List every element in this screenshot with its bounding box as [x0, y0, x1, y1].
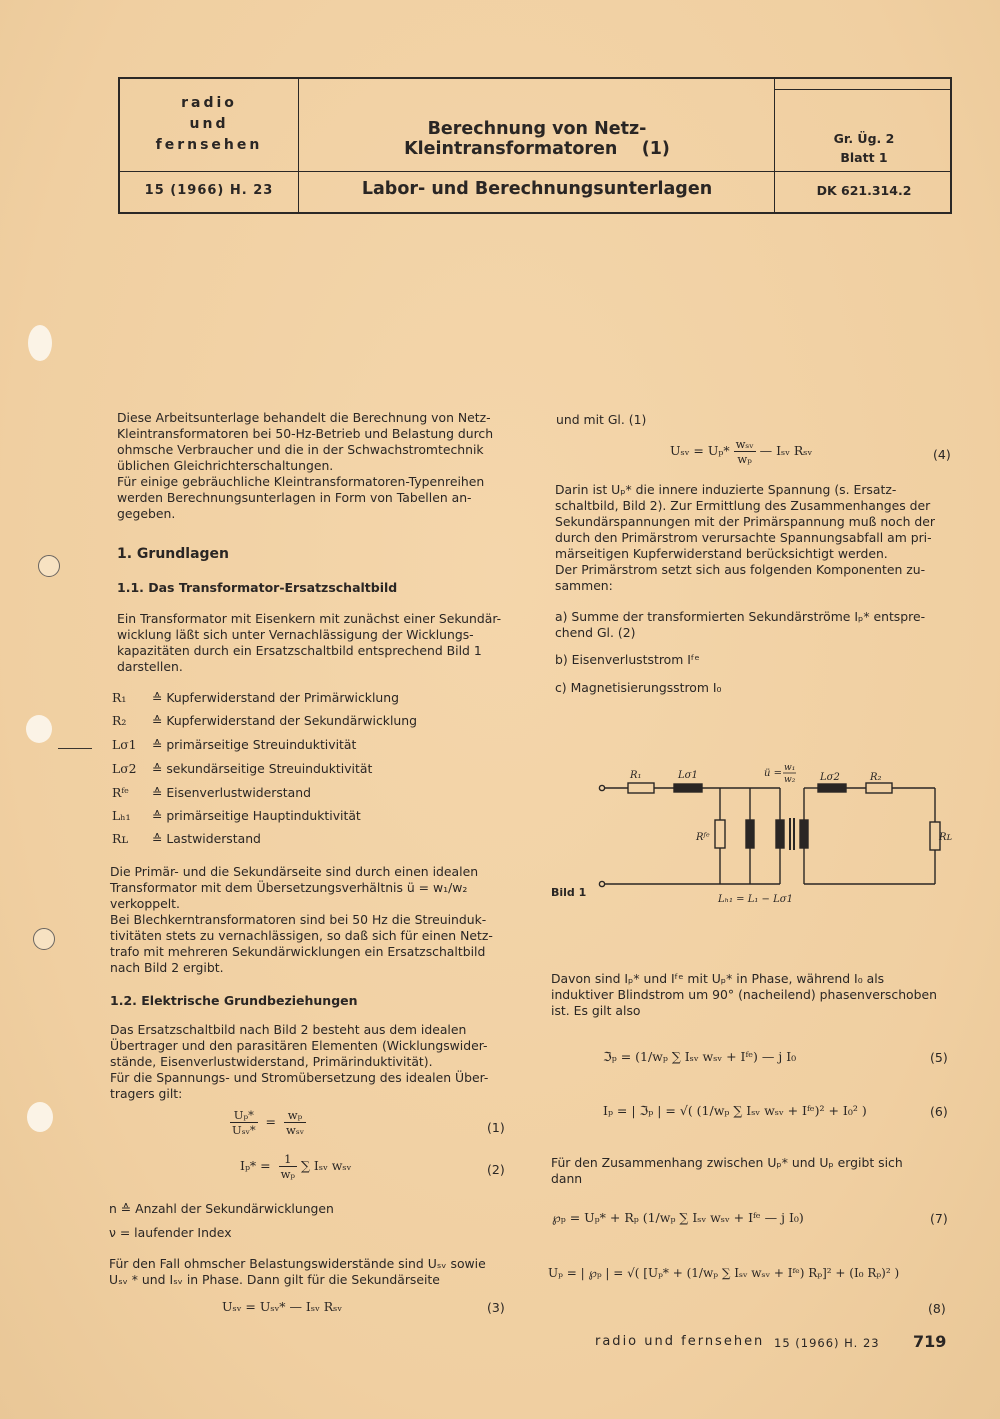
label-lh: Lₕ₁ = L₁ − Lσ1: [718, 894, 793, 905]
article-title: Berechnung von Netz-Kleintransformatoren (1): [404, 119, 670, 159]
text-line: ist. Es gilt also: [551, 1003, 641, 1018]
dk-classification: DK 621.314.2: [816, 183, 912, 198]
symbol-row: [112, 737, 356, 752]
text-line: a) Summe der transformierten Sekundärströme Iₚ* entspre-: [555, 609, 926, 624]
text-line: Transformator mit dem Übersetzungsverhältnis ü = w₁/w₂: [110, 880, 468, 895]
list-item-b: b) Eisenverluststrom Iᶠᵉ: [555, 652, 700, 667]
text-line: induktiver Blindstrom um 90° (nacheilend) phasenverschoben: [551, 987, 937, 1002]
symbol: Lσ2: [112, 761, 137, 776]
symbol-description: ≙ primärseitige Streuinduktivität: [152, 737, 357, 752]
text-line: werden Berechnungsunterlagen in Form von Tabellen an-: [117, 490, 472, 505]
punch-mark: [26, 715, 52, 743]
label-r2: R₂: [870, 772, 882, 783]
section-heading: 1. Grundlagen: [117, 546, 230, 562]
footer-journal: radio und fernsehen: [595, 1334, 765, 1349]
punch-mark: [28, 325, 52, 361]
punch-mark: [27, 1102, 53, 1132]
symbol-description: ≙ Kupferwiderstand der Primärwicklung: [152, 690, 399, 705]
text-line: Ein Transformator mit Eisenkern mit zunächst einer Sekundär-: [117, 611, 502, 626]
intro-paragraph: [117, 410, 493, 522]
symbol-description: ≙ primärseitige Hauptinduktivität: [152, 808, 361, 823]
footer-issue: 15 (1966) H. 23: [774, 1336, 880, 1350]
equation-number: (4): [933, 447, 951, 462]
page-number: 719: [913, 1332, 947, 1351]
paragraph-phase: [551, 971, 937, 1019]
text-line: gegeben.: [117, 506, 176, 521]
label-u-num: w₁: [784, 763, 796, 773]
equation-3: Uₛᵥ = Uₛᵥ* — Iₛᵥ Rₛᵥ: [222, 1299, 342, 1314]
text-line: Darin ist Uₚ* die innere induzierte Spannung (s. Ersatz-: [555, 482, 897, 497]
text-line: ohmsche Verbraucher und die in der Schwachstromtechnik: [117, 442, 484, 457]
text-line: trafo mit mehreren Sekundärwicklungen ein Ersatzschaltbild: [110, 944, 486, 959]
paragraph-relation: [551, 1155, 903, 1187]
symbol-row: [112, 785, 311, 800]
text-line: Übertrager und den parasitären Elementen (Wicklungswider-: [110, 1038, 488, 1053]
inductor-l-sigma1: [674, 784, 702, 792]
symbol-description: ≙ sekundärseitige Streuinduktivität: [152, 761, 373, 776]
paragraph-primary-current: [555, 482, 935, 594]
fold-mark: [58, 748, 92, 749]
symbol-row: [112, 713, 417, 728]
text-line: dann: [551, 1171, 583, 1186]
text-line: Sekundärspannungen mit der Primärspannung muß noch der: [555, 514, 935, 529]
text-line: Kleintransformatoren bei 50-Hz-Betrieb und Belastung durch: [117, 426, 494, 441]
group-sheet: Gr. Üg. 2 Blatt 1: [833, 131, 895, 165]
ideal-transformer-secondary: [800, 820, 808, 848]
equation-number: (8): [928, 1301, 946, 1316]
equation-8: Uₚ = | ℘ₚ | = √( [Uₚ* + (1/wₚ ∑ Iₛᵥ wₛᵥ + Iᶠᵉ) Rₚ]² + (I₀ Rₚ)² ): [548, 1266, 900, 1280]
text-line: kapazitäten durch ein Ersatzschaltbild entsprechend Bild 1: [117, 643, 482, 658]
text-line: Für einige gebräuchliche Kleintransformatoren-Typenreihen: [117, 474, 485, 489]
symbol-description: ≙ Eisenverlustwiderstand: [152, 785, 311, 800]
inductor-l-sigma2: [818, 784, 846, 792]
equation-number: (5): [930, 1050, 948, 1065]
label-u: ü =: [764, 768, 782, 779]
text-line: schaltbild, Bild 2). Zur Ermittlung des Zusammenhanges der: [555, 498, 931, 513]
symbol-row: [112, 808, 361, 823]
symbol-row: [112, 690, 399, 705]
binder-hole: [38, 555, 60, 577]
text-line: nach Bild 2 ergibt.: [110, 960, 224, 975]
text-line: tragers gilt:: [110, 1086, 183, 1101]
issue-number: 15 (1966) H. 23: [144, 183, 274, 198]
inductor-lh: [746, 820, 754, 848]
text-line: durch den Primärstrom verursachte Spannungsabfall am pri-: [555, 530, 932, 545]
equation-number: (2): [487, 1162, 505, 1177]
text-line: tivitäten stets zu vernachlässigen, so daß sich für einen Netz-: [110, 928, 493, 943]
equation-2: Iₚ* = $\frac{1}{\text{wₚ}}$ ∑ Iₛᵥ wₛᵥ: [240, 1152, 352, 1181]
paragraph-1-2: [110, 1022, 488, 1102]
list-item-c: c) Magnetisierungsstrom I₀: [555, 680, 722, 695]
figure-1-circuit: [590, 760, 950, 910]
symbol-description: ≙ Lastwiderstand: [152, 831, 261, 846]
equation-number: (6): [930, 1104, 948, 1119]
equation-number: (7): [930, 1211, 948, 1226]
text-line: Für die Spannungs- und Stromübersetzung des idealen Über-: [110, 1070, 489, 1085]
text-line: sammen:: [555, 578, 613, 593]
symbol-row: [112, 761, 372, 776]
text-line: darstellen.: [117, 659, 183, 674]
resistor-r2: [866, 783, 892, 793]
symbol: Lσ1: [112, 737, 137, 752]
resistor-rfe: [715, 820, 725, 848]
paragraph-ohmic: [109, 1256, 486, 1288]
label-l-sigma1: Lσ1: [678, 770, 698, 781]
equation-5: ℑₚ = (1/wₚ ∑ Iₛᵥ wₛᵥ + Iᶠᵉ) — j I₀: [603, 1049, 797, 1064]
paragraph-1-1: [117, 611, 501, 675]
label-r1: R₁: [630, 770, 642, 781]
label-rfe: Rᶠᵉ: [696, 832, 710, 843]
text-line: Das Ersatzschaltbild nach Bild 2 besteht aus dem idealen: [110, 1022, 467, 1037]
symbol: R₂: [112, 713, 127, 728]
header-table: [118, 77, 952, 214]
paragraph-gl1: und mit Gl. (1): [556, 412, 647, 427]
list-item-a: [555, 609, 925, 641]
text-line: Davon sind Iₚ* und Iᶠᵉ mit Uₚ* in Phase, während I₀ als: [551, 971, 885, 986]
text-line: Für den Zusammenhang zwischen Uₚ* und Uₚ ergibt sich: [551, 1155, 903, 1170]
text-line: stände, Eisenverlustwiderstand, Primärinduktivität).: [110, 1054, 433, 1069]
ideal-transformer-primary: [776, 820, 784, 848]
text-line: üblichen Gleichrichterschaltungen.: [117, 458, 334, 473]
text-line: Uₛᵥ * und Iₛᵥ in Phase. Dann gilt für die Sekundärseite: [109, 1272, 440, 1287]
text-line: wicklung läßt sich unter Vernachlässigung der Wicklungs-: [117, 627, 474, 642]
text-line: Die Primär- und die Sekundärseite sind durch einen idealen: [110, 864, 479, 879]
symbol: R₁: [112, 690, 127, 705]
subsection-heading: 1.2. Elektrische Grundbeziehungen: [110, 993, 358, 1008]
definition-n: n ≙ Anzahl der Sekundärwicklungen: [109, 1201, 334, 1216]
symbol-description: ≙ Kupferwiderstand der Sekundärwicklung: [152, 713, 417, 728]
equation-6: Iₚ = | ℑₚ | = √( (1/wₚ ∑ Iₛᵥ wₛᵥ + Iᶠᵉ)² + I₀² ): [603, 1103, 867, 1118]
text-line: Für den Fall ohmscher Belastungswiderstände sind Uₛᵥ sowie: [109, 1256, 486, 1271]
symbol: Rʟ: [112, 831, 129, 846]
label-u-den: w₂: [784, 775, 796, 785]
equation-7: ℘ₚ = Uₚ* + Rₚ (1/wₚ ∑ Iₛᵥ wₛᵥ + Iᶠᵉ — j I₀): [552, 1210, 804, 1225]
equation-number: (1): [487, 1120, 505, 1135]
equation-1: $\frac{\text{Uₚ*}}{\text{Uₛᵥ*}}$ = $\frac{\text{wₚ}}{\text{wₛᵥ}}$: [232, 1108, 304, 1137]
text-line: chend Gl. (2): [555, 625, 636, 640]
journal-brand: radio und fernsehen: [155, 95, 263, 153]
paragraph-1-1b: [110, 864, 493, 976]
label-l-sigma2: Lσ2: [820, 772, 840, 783]
resistor-r1: [628, 783, 654, 793]
symbol-row: [112, 831, 261, 846]
text-line: Bei Blechkerntransformatoren sind bei 50 Hz die Streuinduk-: [110, 912, 487, 927]
figure-caption: Bild 1: [551, 886, 587, 899]
text-line: märseitigen Kupferwiderstand berücksichtigt werden.: [555, 546, 888, 561]
symbol: Rᶠᵉ: [112, 785, 129, 800]
text-line: Der Primärstrom setzt sich aus folgenden Komponenten zu-: [555, 562, 926, 577]
equation-4: Uₛᵥ = Uₚ* $\frac{\text{wₛᵥ}}{\text{wₚ}}$ — Iₛᵥ Rₛᵥ: [670, 437, 813, 466]
equation-number: (3): [487, 1300, 505, 1315]
symbol: Lₕ₁: [112, 808, 131, 823]
article-subtitle: Labor- und Berechnungsunterlagen: [361, 179, 713, 199]
definition-v: ν = laufender Index: [109, 1225, 232, 1240]
subsection-heading: 1.1. Das Transformator-Ersatzschaltbild: [117, 580, 398, 595]
text-line: Diese Arbeitsunterlage behandelt die Berechnung von Netz-: [117, 410, 491, 425]
text-line: verkoppelt.: [110, 896, 180, 911]
label-rl: Rʟ: [939, 832, 952, 843]
binder-hole: [33, 928, 55, 950]
